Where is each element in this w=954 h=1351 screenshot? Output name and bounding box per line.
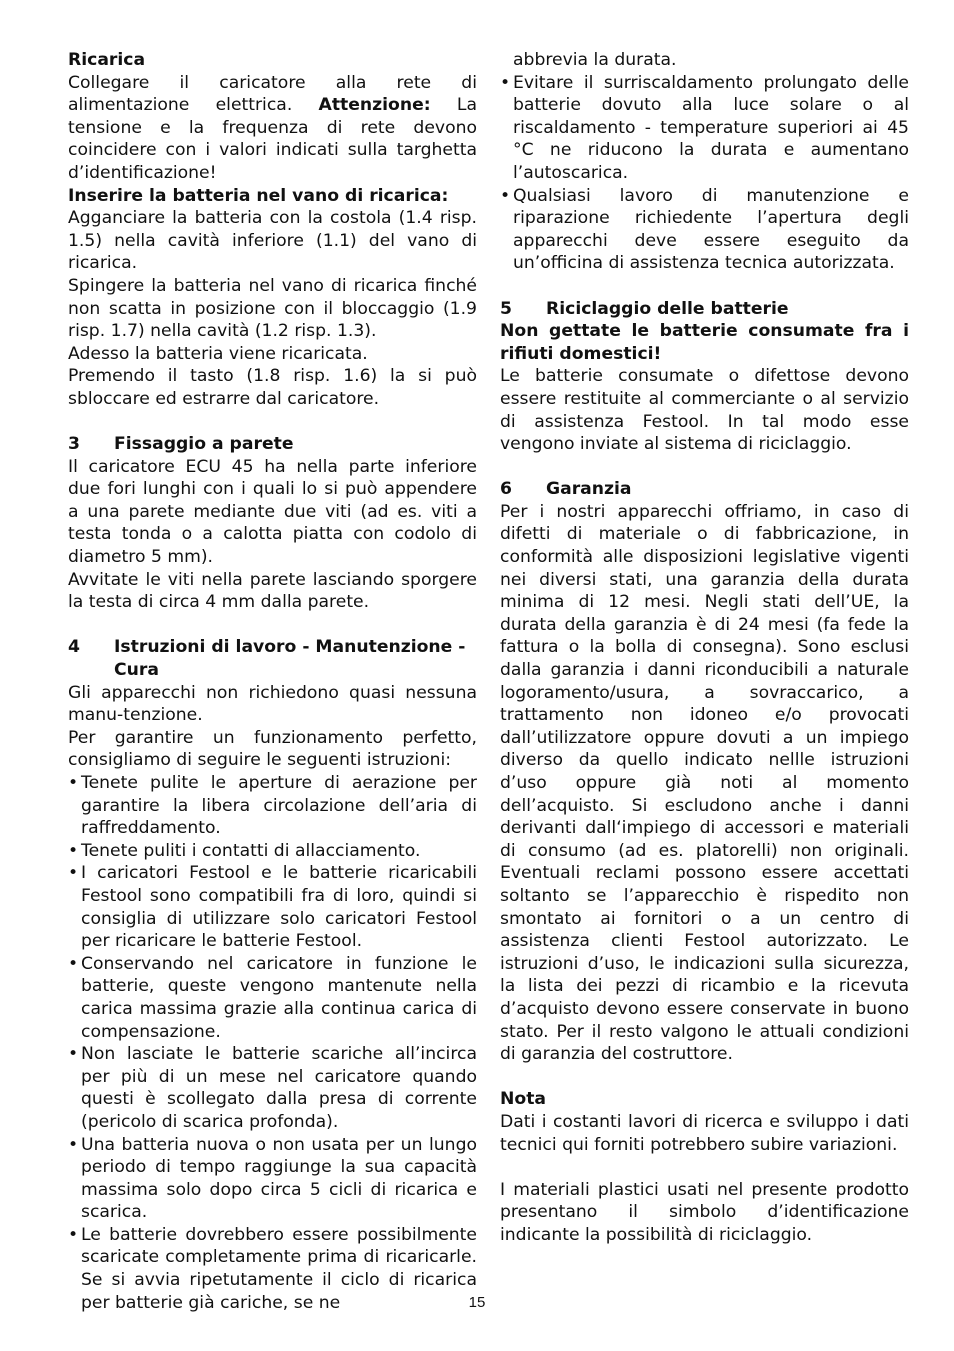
ricarica-heading: Ricarica [68, 50, 146, 70]
list-item: • Una batteria nuova o non usata per un lungo periodo di tempo raggiunge la sua capacità massima solo dopo circa 5 cicli di ricarica e scarica. [68, 1134, 477, 1224]
section-3-number: 3 [68, 434, 80, 455]
insert-paragraph-1: Agganciare la batteria con la costola (1.4 risp. 1.5) nella cavità inferiore (1.1) del vano di ricarica. [68, 208, 477, 274]
insert-paragraph-4: Premendo il tasto (1.8 risp. 1.6) la si può sbloccare ed estrarre dal caricatore. [68, 366, 477, 409]
disposal-warning: Non gettate le batterie consumate fra i rifiuti domestici! [500, 321, 909, 364]
ricarica-text: Collegare il caricatore alla rete di alimentazione elettrica. [68, 72, 477, 116]
section-6-number: 6 [500, 479, 512, 500]
section-3-title: Fissaggio a parete [114, 434, 294, 455]
section-3-paragraph-2: Avvitate le viti nella parete lasciando sporgere la testa di circa 4 mm dalla parete. [68, 569, 477, 613]
list-item-continuation: abbrevia la durata. [513, 50, 677, 70]
attention-label: Attenzione: [318, 95, 431, 116]
note-heading: Nota [500, 1089, 547, 1110]
attention-text: La tensione e la frequenza di rete devono coincidere con i valori indicati sulla targhetta d’identificazione! [68, 95, 477, 183]
page-number: 15 [468, 1294, 486, 1311]
insert-paragraph-3: Adesso la batteria viene ricaricata. [68, 343, 368, 364]
insert-paragraph-2: Spingere la batteria nel vano di ricarica finché non scatta in posizione con il bloccaggio (1.9 risp. 1.7) nella cavità (1.2 risp. 1.3). [68, 275, 477, 342]
warranty-paragraph: Per i nostri apparecchi offriamo, in caso di difetti di materiale o di fabbricazione, in conformità alle disposizioni legislative vigenti nei diversi stati, una garanzia della durata minima di 12 mesi. Negli stati dell’UE, la durata della garanzia è di 24 mesi (fa fede la fattura o la bolla di consegna). Sono esclusi dalla garanzia i danni riconducibili a naturale logoramento/usura, a sovraccarico, a trattamento non idoneo e/o provocati dall’utilizzatore oppure dovuti a un impiego diverso da quello indicato nellle istruzioni d’uso oppure già noti al momento dell’acquisto. Si escludono anche i danni derivanti dall‘impiego di accessori e materiali di consumo (ad es. platorelli) non originali. Eventuali reclami possono essere accettati soltanto se l’apparecchio è rispedito non smontato ai fornitori o a un centro di assistenza clienti Festool autorizzato. Le istruzioni d’uso, le indicazioni sulla sicurezza, la lista dei pezzi di ricambio e la ricevuta d’acquisto devono essere conservate in buono stato. Per il resto valgono le attuali condizioni di garanzia del costruttore. [500, 501, 909, 1065]
left-column [68, 49, 477, 1314]
section-5-paragraph: Le batterie consumate o difettose devono essere restituite al commerciante o al servizio di assistenza Festool. In tal modo esse vengono inviate al sistema di riciclaggio. [500, 366, 909, 455]
section-3-paragraph-1: Il caricatore ECU 45 ha nella parte inferiore due fori lunghi con i quali lo si può appendere a una parete mediante due viti (ad es. viti a testa tonda o a calotta piatta con codolo di diametro 5 mm). [68, 456, 477, 568]
list-item: • I caricatori Festool e le batterie ricaricabili Festool sono compatibili fra di loro, quindi si consiglia di utilizzare solo caricatori Festool per ricaricare le batterie Festool. [68, 862, 477, 952]
maintenance-list-continued [500, 72, 909, 275]
list-item: • Non lasciate le batterie scariche all’incirca per più di un mese nel caricatore quando questi è scollegato dalla presa di corrente (pericolo di scarica profonda). [68, 1043, 477, 1133]
note-paragraph: Dati i costanti lavori di ricerca e sviluppo i dati tecnici qui forniti potrebbero subire variazioni. [500, 1111, 909, 1155]
list-item: • Qualsiasi lavoro di manutenzione e riparazione richiedente l’apertura degli apparecchi deve essere eseguito da un’officina di assistenza tecnica autorizzata. [500, 185, 909, 275]
section-3-heading [68, 433, 477, 456]
section-4-paragraph-1: Gli apparecchi non richiedono quasi nessuna manu-tenzione. [68, 682, 477, 726]
section-4-paragraph-2: Per garantire un funzionamento perfetto, consigliamo di seguire le seguenti istruzioni: [68, 727, 477, 771]
section-4-number: 4 [68, 637, 80, 658]
right-column [500, 49, 909, 1246]
plastics-paragraph: I materiali plastici usati nel presente prodotto presentano il simbolo d’identificazione indicante la possibilità di riciclaggio. [500, 1179, 909, 1245]
list-item: • Conservando nel caricatore in funzione le batterie, queste vengono mantenute nella carica massima grazie alla continua carica di compensazione. [68, 953, 477, 1043]
section-5-heading [500, 298, 909, 321]
list-item: • Evitare il surriscaldamento prolungato delle batterie dovuto alla luce solare o al riscaldamento - temperature superiori ai 45 °C ne riducono la durata e aumentano l’autoscarica. [500, 72, 909, 185]
section-6-title: Garanzia [546, 479, 632, 500]
list-item: • Tenete pulite le aperture di aerazione per garantire la libera circolazione dell’aria di raffreddamento. [68, 772, 477, 840]
list-item: • Le batterie dovrebbero essere possibilmente scaricate completamente prima di ricaricarle. Se si avvia ripetutamente il ciclo di ricarica per batterie già cariche, se ne [68, 1224, 477, 1314]
list-item: • Tenete puliti i contatti di allacciamento. [68, 840, 477, 863]
section-4-title: Istruzioni di lavoro - Manutenzione - Cura [114, 637, 466, 681]
section-4-heading [68, 636, 477, 681]
section-5-number: 5 [500, 298, 512, 319]
ricarica-paragraph [68, 72, 477, 185]
section-5-title: Riciclaggio delle batterie [546, 298, 789, 319]
section-6-heading [500, 478, 909, 501]
insert-battery-heading: Inserire la batteria nel vano di ricarica: [68, 185, 449, 206]
maintenance-list [68, 772, 477, 1314]
